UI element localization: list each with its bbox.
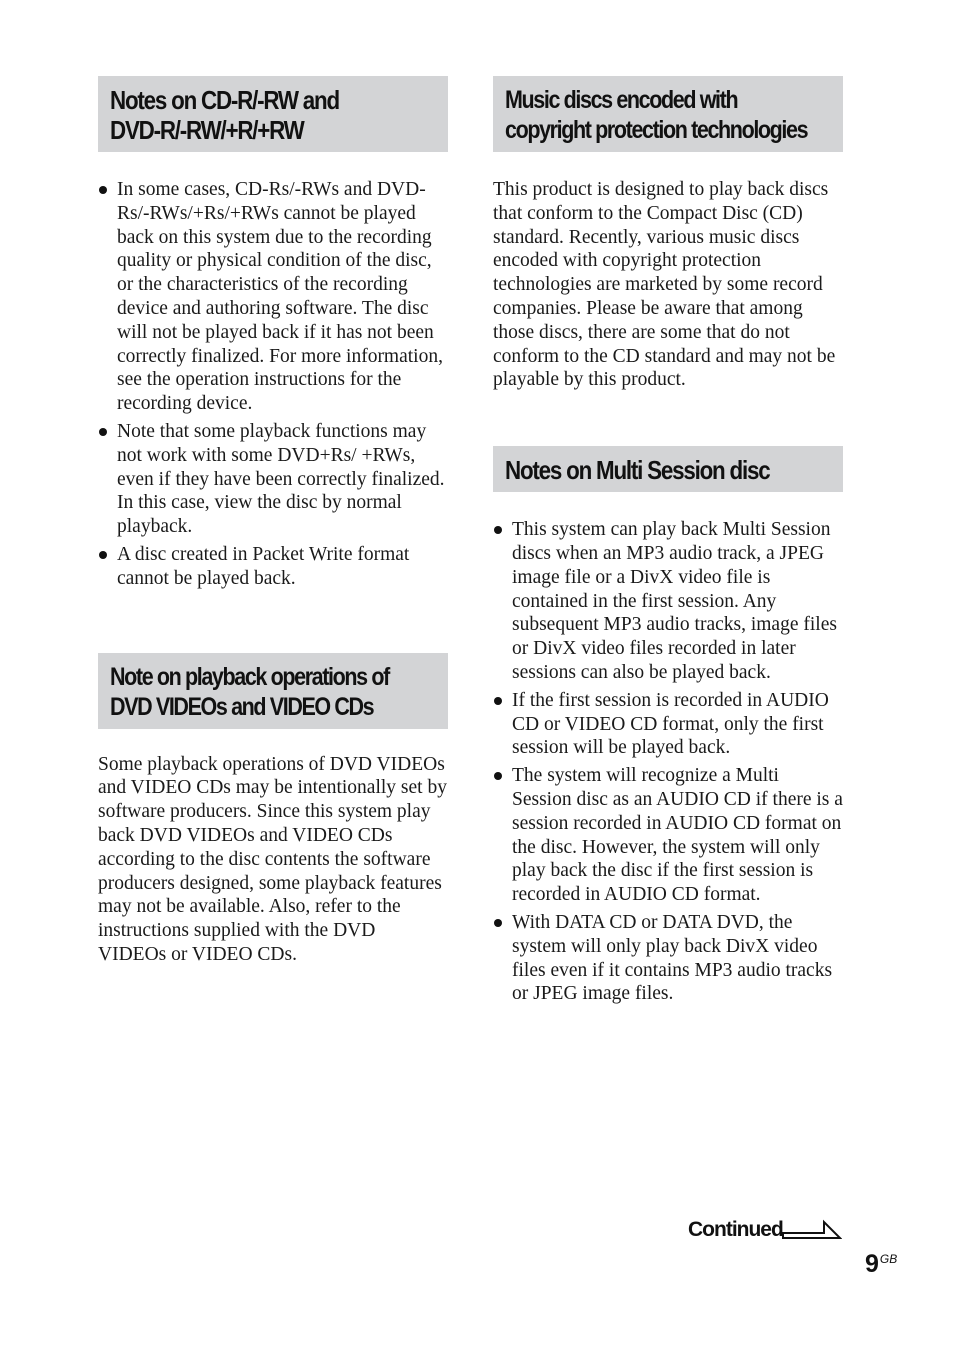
list-item: In some cases, CD-Rs/-RWs and DVD-Rs/-RWs/+Rs/+RWs cannot be played back on this system due to the recording quality or physical condition of the disc, or the characteristics of the recording device and authoring software. The disc will not be played back if it has not been correctly finalized. For more information, see the operation instructions for the recording device. bbox=[98, 178, 448, 416]
list-item: The system will recognize a Multi Session disc as an AUDIO CD if there is a session recorded in AUDIO CD format on the disc. However, the system will only play back the disc if the first session is recorded in AUDIO CD format. bbox=[493, 764, 843, 907]
list-item: Note that some playback functions may not work with some DVD+Rs/ +RWs, even if they have been correctly finalized. In this case, view the disc by normal playback. bbox=[98, 420, 448, 539]
heading-line: Note on playback operations of bbox=[110, 662, 389, 691]
heading-line: Music discs encoded with bbox=[505, 86, 738, 114]
arrow-right-icon bbox=[782, 1219, 842, 1243]
heading-line: DVD VIDEOs and VIDEO CDs bbox=[110, 692, 374, 721]
playback-operations-paragraph: Some playback operations of DVD VIDEOs and VIDEO CDs may be intentionally set by software producers. Since this system play back DVD VIDEOs and VIDEO CDs according to the disc contents the software producers designed, some playback features may not be available. Also, refer to the instructions supplied with the DVD VIDEOs or VIDEO CDs. bbox=[98, 753, 447, 965]
right-column bbox=[493, 76, 843, 1010]
heading-line: DVD-R/-RW/+R/+RW bbox=[110, 115, 304, 145]
heading-line: copyright protection technologies bbox=[505, 116, 808, 144]
cd-dvd-notes-list bbox=[98, 178, 448, 591]
section-heading-playback-operations bbox=[98, 653, 448, 729]
list-item: This system can play back Multi Session discs when an MP3 audio track, a JPEG image file or a DivX video file is contained in the first session. Any subsequent MP3 audio tracks, image files or DivX video files recorded in later sessions can also be played back. bbox=[493, 518, 843, 685]
section-heading-multi-session bbox=[493, 446, 843, 492]
multi-session-list bbox=[493, 518, 843, 1006]
continued-label: Continued bbox=[688, 1218, 783, 1241]
heading-line: Notes on Multi Session disc bbox=[505, 455, 770, 486]
section-heading-copyright-discs bbox=[493, 76, 843, 152]
page-number bbox=[865, 1250, 897, 1279]
copyright-discs-paragraph: This product is designed to play back discs that conform to the Compact Disc (CD) standard. Recently, various music discs encoded with copyright protection technologies are marketed by some record companies. Please be aware that among those discs, there are some that do not conform to the CD standard and may not be playable by this product. bbox=[493, 179, 836, 391]
list-item: If the first session is recorded in AUDIO CD or VIDEO CD format, only the first session will be played back. bbox=[493, 689, 843, 760]
left-column bbox=[98, 76, 448, 967]
heading-line: Notes on CD-R/-RW and bbox=[110, 85, 339, 115]
section-heading-cd-dvd-notes bbox=[98, 76, 448, 152]
page-number-value: 9 bbox=[865, 1250, 879, 1278]
list-item: A disc created in Packet Write format cannot be played back. bbox=[98, 543, 448, 591]
list-item: With DATA CD or DATA DVD, the system will only play back DivX video files even if it contains MP3 audio tracks or JPEG image files. bbox=[493, 911, 843, 1006]
page-number-suffix: GB bbox=[879, 1252, 898, 1266]
